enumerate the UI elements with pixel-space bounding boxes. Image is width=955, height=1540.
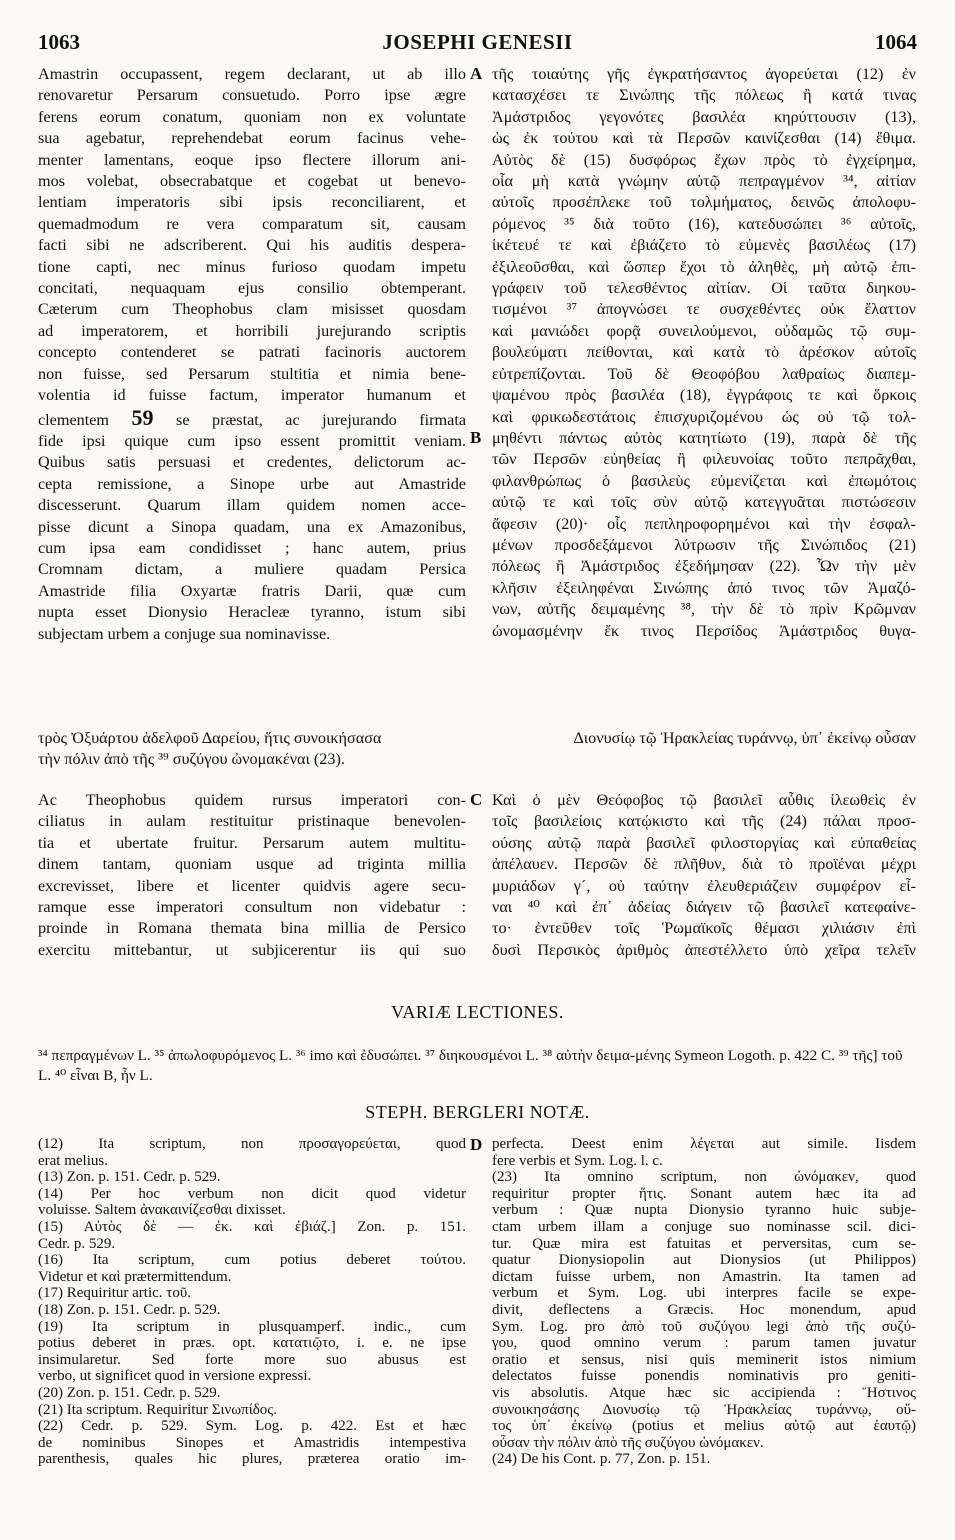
greek-p1-line: ψαμένου πρὸς βασιλέα (18), ἐγγράφοις τε καὶ ὅρκοις <box>492 386 916 405</box>
latin-line-59-pre: clementem <box>38 410 110 429</box>
notes-left-line: voluisse. Saltem ἀνακαινίζεσθαι dixisset. <box>38 1202 286 1219</box>
greek-p1-line: γράφειν τοῦ τελεσθέντος αἰτίαν. Οἱ ταῦτα διηκου- <box>492 279 916 298</box>
margin-folio-number: 59 <box>131 406 154 430</box>
greek-p2-line: ναι ⁴⁰ καὶ ἐπ᾽ ἀδείας διάγειν τῷ βασιλεῖ κατεφαίνε- <box>492 898 916 917</box>
notes-right-line: dictam fuisse urbem, non Amastrin. Ita tamen ad <box>492 1268 916 1285</box>
latin-p1-line: Amastrin occupassent, regem declarant, ut ab illo <box>38 65 466 83</box>
latin-p1-line: ferens eorum conatum, quoniam non ex voluntate <box>38 107 466 126</box>
greek-p2-line: μυριάδων γ´, οὐ ταύτην ἐλευθεριάζειν συμφέρον εἶ- <box>492 876 916 895</box>
latin-column-1 <box>38 64 466 645</box>
notes-left-line: insimularetur. Sed forte more suo abusus est <box>38 1351 466 1368</box>
greek-p1-line: ρόμενος ³⁵ διὰ τοῦτο (16), κατεδυσώπει ³⁶ αὐτοῖς, <box>492 214 916 233</box>
latin-p1b-line: discesserunt. Quarum illam quidem nomen acce- <box>38 496 466 515</box>
latin-p1b-line: subjectam urbem a conjuge sua nominavisse. <box>38 624 331 643</box>
greek-p1-line: πόλεως ἢ Ἀμάστριδος ἐξεδήμησαν (22). Ὧν τὴν μὲν <box>492 557 916 576</box>
greek-p2-line: ἀπέλαυεν. Περσῶν δὲ πλῆθυν, διὰ τὸ προϊέναι μέχρι <box>492 855 916 874</box>
greek-text-block-1 <box>492 64 916 642</box>
latin-p1b-line: Cromnam dictam, a muliere quadam Persica <box>38 560 466 579</box>
latin-p1-line: sua agebatur, reprehendebat eorum facinus vehe- <box>38 129 466 148</box>
greek-p1-line: τισμένοι ³⁷ ἀπογνώσει τε συσχεθέντες οὐκ ἔλαττον <box>492 300 916 319</box>
notes-left-line: potius deberet in præs. opt. κατατιῷτο, i. e. ne ipse <box>38 1335 466 1352</box>
latin-p2-line: dinem tantam, quoniam usque ad triginta millia <box>38 855 466 874</box>
variae-lines <box>38 1046 918 1086</box>
latin-p1b-line: Amastride filia Oxyartæ fratris Darii, quæ cum <box>38 581 466 600</box>
greek-p1-line: ὡς ἐκ τούτου καὶ τὰ Περσῶν καινίζεσθαι (14) ἔθιμα. <box>492 129 916 148</box>
notes-right-line: (23) Ita omnino scriptum, non ὠνόμακεν, quod <box>492 1169 916 1186</box>
latin-p1b-line: cepta remissione, a Sinope urbe aut Amastride <box>38 474 466 493</box>
greek-p1-line: τῆς τοιαύτης γῆς ἐγκρατήσαντος ἀγορεύεται (12) ἐν <box>492 65 916 83</box>
latin-p1-line: quemadmodum re vera comparatum sit, causam <box>38 214 466 233</box>
notes-left-line: (13) Zon. p. 151. Cedr. p. 529. <box>38 1169 221 1186</box>
latin-p2-line: proinde in Romana themata bina millia de Persico <box>38 919 466 938</box>
greek-p1-line: κλῆσιν ἐξειληφέναι Σινώπης ἀπό τινος τῶν Ἀμαζό- <box>492 578 916 597</box>
latin-text-block-1b <box>38 431 466 645</box>
greek-full-width <box>38 728 916 771</box>
notes-right-line: οὖσαν τὴν πόλιν ἀπὸ τῆς συζύγου ὠνόμακεν. <box>492 1434 764 1451</box>
notes-left-line: (15) Αὐτὸς δὲ — ἐκ. καὶ ἐβιάζ.] Zon. p. 151. <box>38 1218 466 1235</box>
notes-right-line: vis absolutis. Atque hæc sic accipienda : Ἥστινος <box>492 1384 916 1401</box>
notes-right-line: τος ὑπ᾽ ἐκείνῳ (potius et melius αὐτῷ aut ἑαυτῷ) <box>492 1418 916 1435</box>
greek-p1-line: ἐξιλεοῦσθαι, καὶ ὥσπερ ἔχοι τὸ ἀληθὲς, μὴ αὐτῷ ἐπι- <box>492 257 916 276</box>
greek-p1-line: Αὐτὸς δὲ (15) δυσφόρως ἔχων πρὸς τὸ ἐγχείρημα, <box>492 150 916 169</box>
greek-p2-line: Καὶ ὁ μὲν Θεόφοβος τῷ βασιλεῖ αὖθις ἱλεωθεὶς ἐν <box>492 791 916 809</box>
notes-right-line: oratio et sensus, nisi quis meminerit istos nimium <box>492 1351 916 1368</box>
latin-p1-line: non fuisse, sed Persarum stultitia et nimia bene- <box>38 364 466 383</box>
notes-right-line: verbum et Sym. Log. ubi interpres facile se expe- <box>492 1285 916 1302</box>
notes-left-column <box>38 1136 466 1468</box>
greek-p2-line: ούσης αὐτῷ παρὰ βασιλεῖ φιλοστοργίας καὶ εὐπαθείας <box>492 833 916 852</box>
latin-p1b-line: nupta esset Dionysio Heracleæ tyranno, istum sibi <box>38 603 466 622</box>
greek-text-block-2 <box>492 790 916 961</box>
variae-line: ³⁴ πεπραγμένων L. ³⁵ ἀπωλοφυρόμενος L. ³⁶ imo καὶ ἐδυσώπει. ³⁷ διηκουσμένοι L. ³⁸ αὐτὴν δειμα- <box>38 1047 636 1064</box>
notes-left-lines <box>38 1136 466 1468</box>
latin-p2-line: exercitu mittebantur, ut subjicerentur iis qui suo <box>38 940 466 959</box>
greek-p1-line: αὐτοῖς προσέπλεκε τοῦ τολμήματος, δεινῶς ἀπολοφυ- <box>492 193 916 212</box>
latin-p1-line: concepto contenderet se patrati facinoris auctorem <box>38 343 466 362</box>
notes-right-line: ctam urbem illam a conjuge suo nominasse scil. dici- <box>492 1218 916 1235</box>
notes-right-line: delectatos fuisse ponendis nominativis pro geniti- <box>492 1368 916 1385</box>
notae-heading: STEPH. BERGLERI NOTÆ. <box>365 1102 590 1122</box>
running-header <box>38 30 917 60</box>
greek-p2-line: το· ἐντεῦθεν τοῖς Ῥωμαϊκοῖς θέμασι χιλιάσιν ἐπὶ <box>492 919 916 938</box>
latin-p1-line: menter lamentans, eoque ipso flectere illorum ani- <box>38 150 466 169</box>
latin-p1-line: lentiam imperatoris sibi ipsis reconciliarent, et <box>38 193 466 212</box>
notes-left-line: Videtur et καὶ prætermittendum. <box>38 1268 232 1285</box>
greek-p1-line: νων, αὐτῆς δειμαμένης ³⁸, τὴν δὲ τὸ πρὶν Κρῶμναν <box>492 600 916 619</box>
greek-p1-line: οἷα μὴ κατὰ γνώμην αὐτῷ πεπραγμένον ³⁴, αἰτίαν <box>492 172 916 191</box>
notes-left-line: (21) Ita scriptum. Requiritur Σινωπίδος. <box>38 1401 277 1418</box>
latin-p1-line: Cæterum cum Theophobus clam misisset quosdam <box>38 300 466 319</box>
notes-right-column <box>492 1136 916 1468</box>
latin-p1-line: ad imperatorem, et horribili jurejurando scriptis <box>38 321 466 340</box>
notes-left-line: (18) Zon. p. 151. Cedr. p. 529. <box>38 1301 221 1318</box>
latin-line-59 <box>38 407 466 431</box>
greek-p1-line: ἄφεσιν (20)· οἷς πεπληροφορημένοι καὶ τὴν ἐσφαλ- <box>492 514 916 533</box>
greek-p1-line: τῶν Περσῶν εὐηθείας ἢ φιλευνοίας τοῦτο πεπρᾶχθαι, <box>492 450 916 469</box>
greek-p1-line: εὐτρεπίζονται. Τοῦ δὲ Θεοφόβου λαθραίως διαπεμ- <box>492 364 916 383</box>
latin-p1b-line: cum ipsa eam condidisset ; hanc autem, prius <box>38 538 466 557</box>
notes-left-line: (14) Per hoc verbum non dicit quod videtur <box>38 1185 466 1202</box>
notes-right-line: (24) De his Cont. p. 77, Zon. p. 151. <box>492 1451 711 1468</box>
latin-p2-line: ramque esse imperatori consultum non videbatur : <box>38 898 466 917</box>
latin-text-block-1 <box>38 64 466 407</box>
notes-right-line: verbum : Quæ nupta Dionysio tyranno huic subje- <box>492 1202 916 1219</box>
greek-p2-line: δυσὶ Περσικὸς ἀριθμὸς ἀπεστέλλετο ὑπὸ χεῖρα τελεῖν <box>492 940 916 959</box>
notes-left-line: Cedr. p. 529. <box>38 1235 116 1252</box>
latin-line-59-post: se præstat, ac jurejurando firmata <box>176 410 466 429</box>
greek-p1-line: ἱκέτευέ τε καὶ ἐβιάζετο τὸ εὐμενὲς βασιλέως (17) <box>492 236 916 255</box>
notes-left-line: (16) Ita scriptum, cum potius deberet τούτου. <box>38 1252 466 1269</box>
latin-p1-line: tione capti, nec minus furioso quodam impetu <box>38 257 466 276</box>
notes-left-line: erat melius. <box>38 1152 108 1169</box>
greek-p1-line: βουλεύματι πείθονται, καὶ κατὰ τὸ ἀρέσκον αὐτοῖς <box>492 343 916 362</box>
page-number-left: 1063 <box>38 30 80 54</box>
latin-p1-line: facti sibi ne adscriberent. Qui his auditis despera- <box>38 236 466 255</box>
notes-left-line: (19) Ita scriptum in plusquamperf. indic., cum <box>38 1318 466 1335</box>
latin-p1-line: concitati, nequaquam ejus consilio obtemperant. <box>38 279 466 298</box>
variae-line: μένης Symeon Logoth. p. 422 C. ³⁹ τῆς] τοῦ L. ⁴⁰ εἶναι B, ἦν L. <box>38 1047 903 1084</box>
latin-p1-line: volentia id fuisse factum, imperator humanum et <box>38 386 466 405</box>
margin-marker-a: A <box>470 64 483 83</box>
margin-marker-b: B <box>470 428 482 447</box>
greek-full-line-1b: Διονυσίῳ τῷ Ἡρακλείας τυράννῳ, ὑπ᾽ ἐκείνῳ οὖσαν <box>573 729 916 747</box>
notes-right-line: γου, quod omnino verum : parum tamen juvatur <box>492 1335 916 1352</box>
latin-p2-line: excrevisset, libere et licenter quidvis agere secu- <box>38 876 466 895</box>
notes-right-line: Sym. Log. pro ἀπὸ τοῦ συζύγου legi ἀπὸ τῆς συζύ- <box>492 1318 916 1335</box>
greek-p1-line: αὐτῷ τε καὶ τοῖς σὺν αὐτῷ κατεγγυᾶται πιστώσεσιν <box>492 493 916 512</box>
greek-p1-line: καὶ φρικωδεστάτοις ἐπισχυριζομένου ὡς οὐ τῷ τολ- <box>492 407 916 426</box>
greek-p1-line: μηθέντι πάντως αὐτὸς κατητίωτο (19), παρὰ δὲ τῆς <box>492 428 916 447</box>
notes-left-line: (17) Requiritur artic. τοῦ. <box>38 1285 191 1302</box>
notes-left-line: (22) Cedr. p. 529. Sym. Log. p. 422. Est et hæc <box>38 1418 466 1435</box>
latin-p1-line: mos volebat, obsecrabatque et cogebat ut benevo- <box>38 172 466 191</box>
greek-column-1 <box>492 64 916 642</box>
notes-left-line: parenthesis, quales hic plures, præterea oratio im- <box>38 1451 466 1468</box>
notes-left-line: (12) Ita scriptum, non προσαγορεύεται, quod <box>38 1136 466 1152</box>
notes-left-line: (20) Zon. p. 151. Cedr. p. 529. <box>38 1384 221 1401</box>
greek-p1-line: κατασχέσει τε Σινώπης τῆς πόλεως ἢ κατά τινας <box>492 86 916 105</box>
greek-p2-line: τοῖς βασιλείοις κατῴκιστο καὶ τῆς (24) πάλαι προσ- <box>492 812 916 831</box>
greek-p1-line: καὶ μανιώδει φορᾷ συνειλούμενοι, οὐδαμῶς τῷ συμ- <box>492 321 916 340</box>
latin-p1-line: renovaretur Persarum consuetudo. Porro ipse ægre <box>38 86 466 105</box>
latin-column-2 <box>38 790 466 961</box>
latin-p1b-line: pisse dicunt a Sinopa quadam, una ex Amazonibus, <box>38 517 466 536</box>
latin-p1b-line: Quibus satis persuasi et credentes, delictorum ac- <box>38 453 466 472</box>
page-number-right: 1064 <box>875 30 917 54</box>
greek-full-line-1 <box>38 728 916 749</box>
notes-right-line: requiritur propter ἥτις. Sonant autem hæc ita ad <box>492 1185 916 1202</box>
greek-column-2 <box>492 790 916 961</box>
variae-lectiones <box>38 1046 918 1086</box>
latin-text-block-2 <box>38 790 466 961</box>
margin-marker-d: D <box>470 1135 483 1154</box>
notes-left-line: verbo, ut significet quod in versione expressi. <box>38 1368 312 1385</box>
latin-p2-line: tia et ubertate fruitur. Persarum autem multitu- <box>38 833 466 852</box>
notes-right-line: συνοικησάσης Διονυσίῳ τῷ Ἡρακλείας τυράννῳ, οὔ- <box>492 1401 916 1418</box>
notes-right-line: divit, deflectens a Græcis. Hoc monendum, apud <box>492 1301 916 1318</box>
notes-right-line: tur. Quæ mira est fatuitas et perversitas, cum se- <box>492 1235 916 1252</box>
latin-p2-line: Ac Theophobus quidem rursus imperatori con- <box>38 791 466 809</box>
greek-p1-line: φιλανθρώπως ὁ βασιλεὺς εὐμενίζεται καὶ ἐπωμότοις <box>492 471 916 490</box>
greek-full-line-2: τὴν πόλιν ἀπὸ τῆς ³⁹ συζύγου ὠνομακέναι (23). <box>38 750 345 769</box>
latin-p2-line: ciliatus in aulam restituitur pristinaque benevolen- <box>38 812 466 831</box>
notes-right-line: fere verbis et Sym. Log. l. c. <box>492 1152 663 1169</box>
variae-lectiones-heading: VARIÆ LECTIONES. <box>391 1002 564 1022</box>
margin-marker-c: C <box>470 790 483 809</box>
greek-p1-line: μένων προσδεξάμενοι λύτρωσιν τῆς Σινώπιδος (21) <box>492 535 916 554</box>
running-title: JOSEPHI GENESII <box>382 30 573 54</box>
latin-p1b-line: fide ipsi quique cum ipso essent promittit veniam. <box>38 431 466 450</box>
notes-right-line: perfecta. Deest enim λέγεται aut simile. Iisdem <box>492 1136 916 1152</box>
notes-right-line: quatur Dionysiopolin aut Dionysios (ut Philippos) <box>492 1252 916 1269</box>
greek-p1-line: ὠνομασμένην ἔκ τινος Περσίδος Ἀμάστριδος θυγα- <box>492 621 916 640</box>
greek-p1-line: Ἀμάστριδος γεγονότες βασιλέα κηρύττουσιν (13), <box>492 107 916 126</box>
greek-full-line-1a: τρὸς Ὀξυάρτου ἀδελφοῦ Δαρείου, ἥτις συνοικήσασα <box>38 729 382 747</box>
notes-left-line: de nominibus Sinopes et Amastridis intempestiva <box>38 1434 466 1451</box>
notes-right-lines <box>492 1136 916 1468</box>
